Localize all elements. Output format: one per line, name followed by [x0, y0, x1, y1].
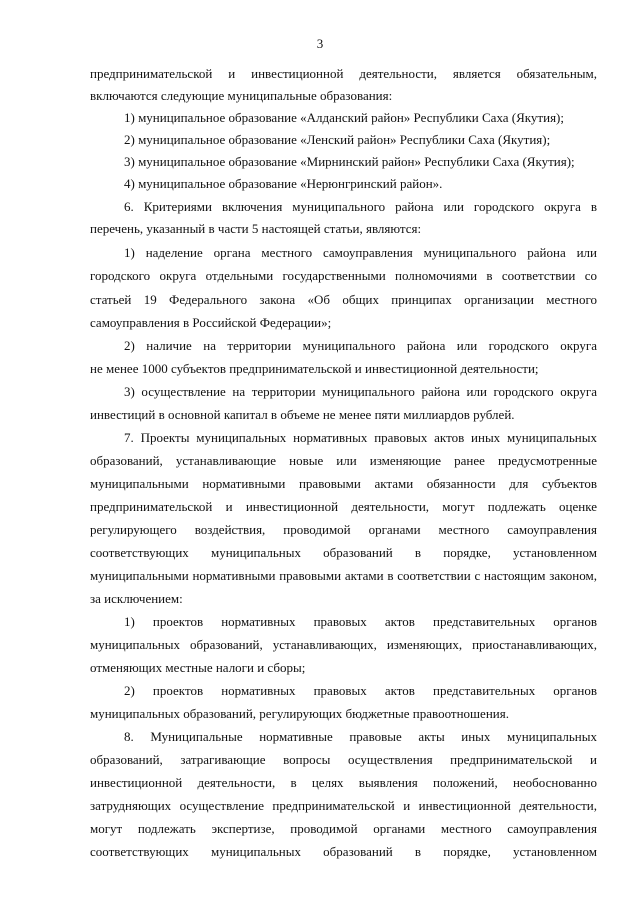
text-line: регулирующего воздействия, проводимой органами местного самоуправления: [90, 522, 597, 537]
list-item: 1) наделение органа местного самоуправления муниципального района или: [124, 245, 597, 260]
text-line: инвестиций в основной капитал в объеме не менее пяти миллиардов рублей.: [90, 407, 515, 422]
text-line: самоуправления в Российской Федерации»;: [90, 315, 332, 330]
list-item: 2) проектов нормативных правовых актов представительных органов: [124, 683, 597, 698]
text-line: образований, затрагивающие вопросы осуществления предпринимательской и: [90, 752, 597, 767]
paragraph-start: 8. Муниципальные нормативные правовые акты иных муниципальных: [124, 729, 597, 744]
text-line: муниципальными нормативными правовыми актами в соответствии с настоящим законом,: [90, 568, 597, 583]
text-line: предпринимательской и инвестиционной деятельности, является обязательным,: [90, 66, 597, 81]
text-line: включаются следующие муниципальные образования:: [90, 88, 393, 103]
text-line: инвестиционной деятельности, в целях выявления положений, необоснованно: [90, 775, 597, 790]
list-item: 1) проектов нормативных правовых актов представительных органов: [124, 614, 597, 629]
text-line: отменяющих местные налоги и сборы;: [90, 660, 306, 675]
list-item: 3) муниципальное образование «Мирнинский район» Республики Саха (Якутия);: [124, 154, 575, 169]
text-line: городского округа отдельными государственными полномочиями в соответствии со: [90, 268, 597, 283]
text-line: предпринимательской и инвестиционной деятельности, могут подлежать оценке: [90, 499, 597, 514]
list-item: 3) осуществление на территории муниципального района или городского округа: [124, 384, 597, 399]
list-item: 1) муниципальное образование «Алданский район» Республики Саха (Якутия);: [124, 110, 564, 125]
text-line: образований, устанавливающие новые или изменяющие ранее предусмотренные: [90, 453, 597, 468]
text-line: муниципальными нормативными правовыми актами обязанности для субъектов: [90, 476, 597, 491]
paragraph-start: 6. Критериями включения муниципального района или городского округа в: [124, 199, 597, 214]
text-line: соответствующих муниципальных образований в порядке, установленном: [90, 844, 597, 859]
list-item: 4) муниципальное образование «Нерюнгринский район».: [124, 176, 443, 191]
text-line: перечень, указанный в части 5 настоящей статьи, являются:: [90, 221, 422, 236]
text-line: могут подлежать экспертизе, проводимой органами местного самоуправления: [90, 821, 597, 836]
text-line: статьей 19 Федерального закона «Об общих принципах организации местного: [90, 292, 597, 307]
text-line: за исключением:: [90, 591, 183, 606]
list-item: 2) наличие на территории муниципального района или городского округа: [124, 338, 597, 353]
page-number: 3: [316, 36, 324, 51]
text-line: затрудняющих осуществление предпринимательской и инвестиционной деятельности,: [90, 798, 597, 813]
list-item: 2) муниципальное образование «Ленский район» Республики Саха (Якутия);: [124, 132, 551, 147]
text-line: не менее 1000 субъектов предпринимательской и инвестиционной деятельности;: [90, 361, 539, 376]
paragraph-start: 7. Проекты муниципальных нормативных правовых актов иных муниципальных: [124, 430, 597, 445]
text-line: муниципальных образований, устанавливающих, изменяющих, приостанавливающих,: [90, 637, 597, 652]
text-line: соответствующих муниципальных образований в порядке, установленном: [90, 545, 597, 560]
text-line: муниципальных образований, регулирующих бюджетные правоотношения.: [90, 706, 509, 721]
